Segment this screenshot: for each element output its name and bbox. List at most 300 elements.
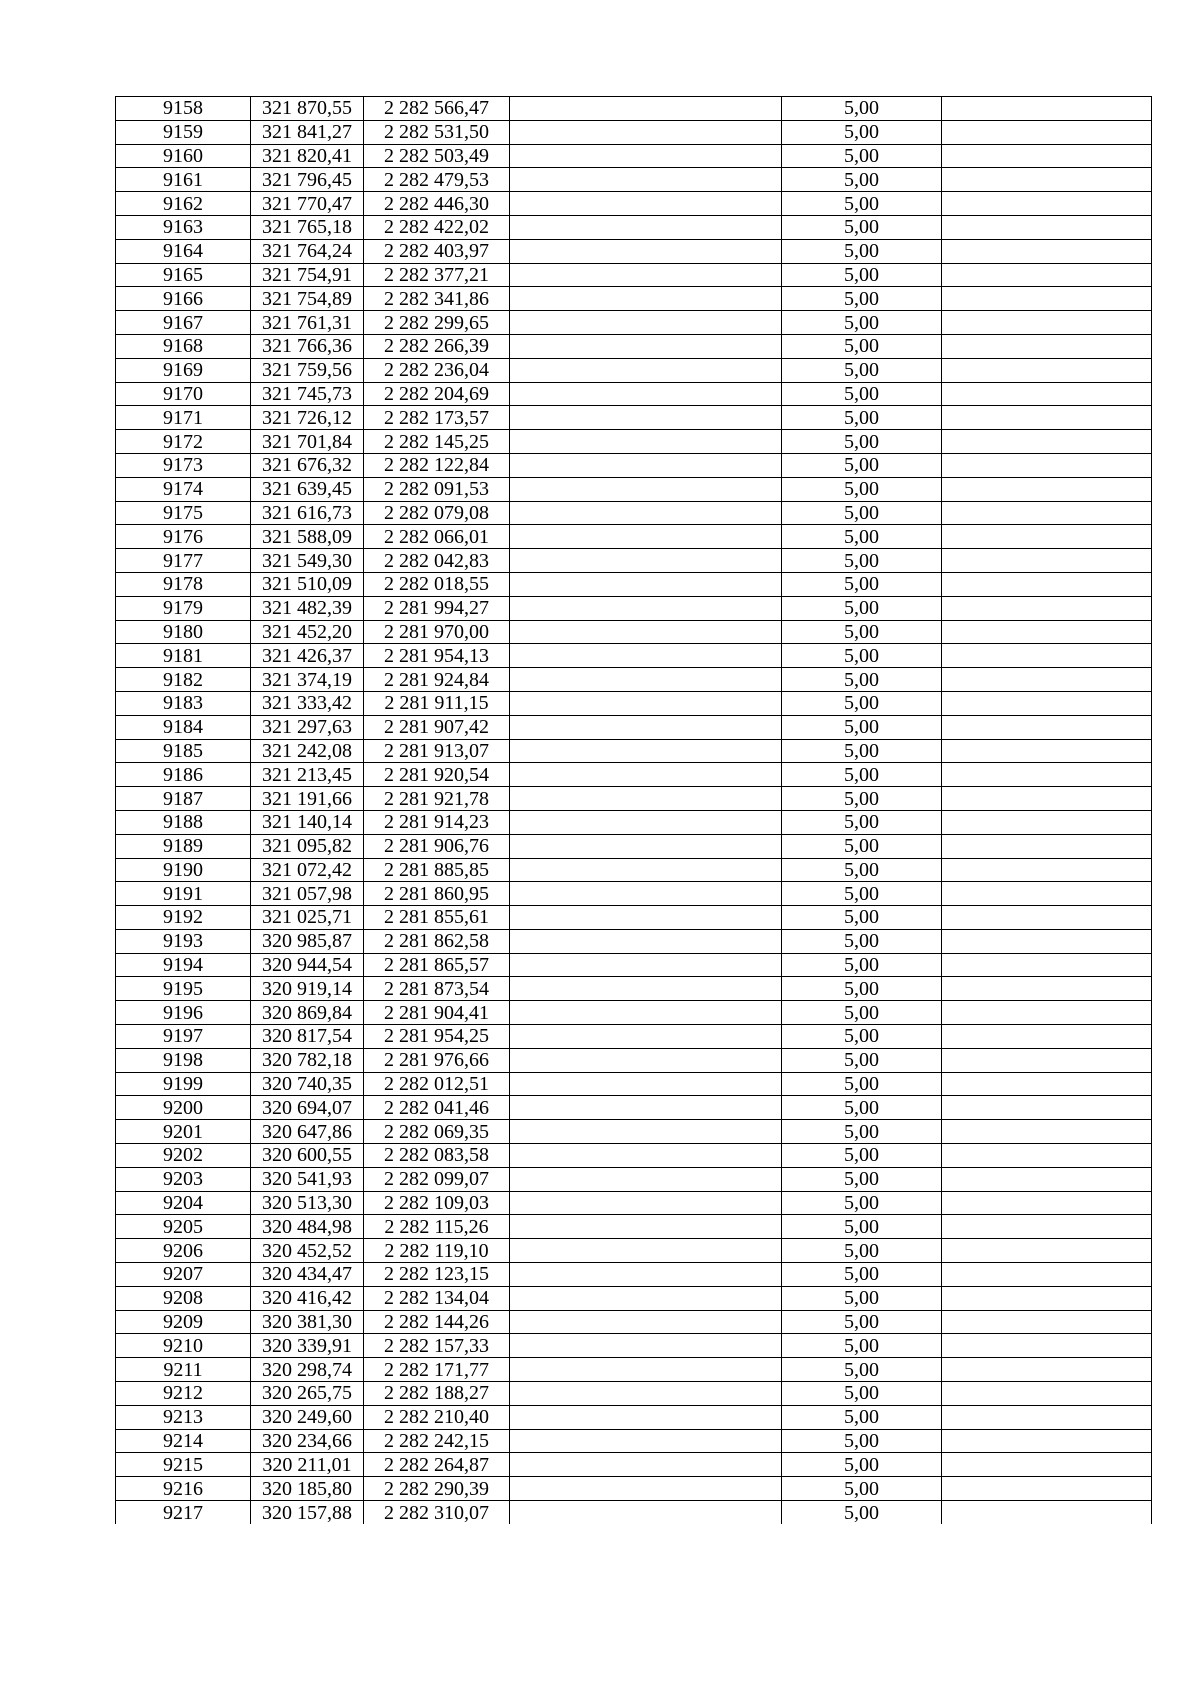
empty-cell (510, 929, 782, 953)
empty-cell (942, 501, 1152, 525)
y-coordinate-cell: 2 282 134,04 (364, 1286, 510, 1310)
empty-cell (942, 144, 1152, 168)
table-row (116, 1429, 1152, 1453)
y-coordinate-cell: 2 282 041,46 (364, 1096, 510, 1120)
table-row (116, 1144, 1152, 1168)
x-coordinate-cell: 320 185,80 (251, 1477, 364, 1501)
table-row (116, 739, 1152, 763)
point-number-cell: 9200 (116, 1096, 251, 1120)
x-coordinate-cell: 321 726,12 (251, 406, 364, 430)
point-number-cell: 9161 (116, 168, 251, 192)
x-coordinate-cell: 320 434,47 (251, 1263, 364, 1287)
empty-cell (942, 168, 1152, 192)
x-coordinate-cell: 321 242,08 (251, 739, 364, 763)
value-cell: 5,00 (782, 1263, 942, 1287)
point-number-cell: 9204 (116, 1191, 251, 1215)
empty-cell (942, 691, 1152, 715)
empty-cell (942, 715, 1152, 739)
empty-cell (510, 1453, 782, 1477)
empty-cell (942, 1120, 1152, 1144)
y-coordinate-cell: 2 282 503,49 (364, 144, 510, 168)
x-coordinate-cell: 320 740,35 (251, 1072, 364, 1096)
y-coordinate-cell: 2 282 079,08 (364, 501, 510, 525)
point-number-cell: 9201 (116, 1120, 251, 1144)
x-coordinate-cell: 320 416,42 (251, 1286, 364, 1310)
y-coordinate-cell: 2 281 873,54 (364, 977, 510, 1001)
x-coordinate-cell: 321 796,45 (251, 168, 364, 192)
empty-cell (510, 1191, 782, 1215)
point-number-cell: 9189 (116, 834, 251, 858)
y-coordinate-cell: 2 282 422,02 (364, 215, 510, 239)
y-coordinate-cell: 2 282 171,77 (364, 1358, 510, 1382)
empty-cell (942, 406, 1152, 430)
y-coordinate-cell: 2 282 242,15 (364, 1429, 510, 1453)
x-coordinate-cell: 320 694,07 (251, 1096, 364, 1120)
empty-cell (510, 715, 782, 739)
point-number-cell: 9181 (116, 644, 251, 668)
x-coordinate-cell: 321 766,36 (251, 334, 364, 358)
y-coordinate-cell: 2 282 236,04 (364, 358, 510, 382)
empty-cell (510, 572, 782, 596)
y-coordinate-cell: 2 281 994,27 (364, 596, 510, 620)
empty-cell (942, 525, 1152, 549)
empty-cell (510, 239, 782, 263)
y-coordinate-cell: 2 281 855,61 (364, 906, 510, 930)
empty-cell (510, 287, 782, 311)
y-coordinate-cell: 2 282 066,01 (364, 525, 510, 549)
table-row (116, 691, 1152, 715)
empty-cell (510, 1405, 782, 1429)
y-coordinate-cell: 2 282 091,53 (364, 477, 510, 501)
value-cell: 5,00 (782, 882, 942, 906)
empty-cell (510, 1334, 782, 1358)
empty-cell (510, 382, 782, 406)
y-coordinate-cell: 2 282 119,10 (364, 1239, 510, 1263)
x-coordinate-cell: 320 298,74 (251, 1358, 364, 1382)
value-cell: 5,00 (782, 453, 942, 477)
y-coordinate-cell: 2 282 012,51 (364, 1072, 510, 1096)
point-number-cell: 9196 (116, 1001, 251, 1025)
y-coordinate-cell: 2 282 018,55 (364, 572, 510, 596)
empty-cell (942, 1072, 1152, 1096)
y-coordinate-cell: 2 282 109,03 (364, 1191, 510, 1215)
x-coordinate-cell: 321 616,73 (251, 501, 364, 525)
empty-cell (942, 1405, 1152, 1429)
value-cell: 5,00 (782, 1072, 942, 1096)
table-body (116, 97, 1152, 1525)
table-row (116, 430, 1152, 454)
x-coordinate-cell: 321 095,82 (251, 834, 364, 858)
x-coordinate-cell: 321 191,66 (251, 787, 364, 811)
x-coordinate-cell: 320 919,14 (251, 977, 364, 1001)
x-coordinate-cell: 321 764,24 (251, 239, 364, 263)
empty-cell (510, 1120, 782, 1144)
table-row (116, 358, 1152, 382)
value-cell: 5,00 (782, 1286, 942, 1310)
x-coordinate-cell: 321 213,45 (251, 763, 364, 787)
table-row (116, 311, 1152, 335)
value-cell: 5,00 (782, 715, 942, 739)
empty-cell (942, 858, 1152, 882)
value-cell: 5,00 (782, 215, 942, 239)
table-row (116, 477, 1152, 501)
table-row (116, 1310, 1152, 1334)
point-number-cell: 9176 (116, 525, 251, 549)
value-cell: 5,00 (782, 406, 942, 430)
empty-cell (942, 263, 1152, 287)
value-cell: 5,00 (782, 1453, 942, 1477)
x-coordinate-cell: 320 484,98 (251, 1215, 364, 1239)
value-cell: 5,00 (782, 834, 942, 858)
empty-cell (510, 668, 782, 692)
empty-cell (942, 644, 1152, 668)
y-coordinate-cell: 2 282 310,07 (364, 1501, 510, 1525)
empty-cell (510, 1144, 782, 1168)
value-cell: 5,00 (782, 1215, 942, 1239)
empty-cell (510, 549, 782, 573)
empty-cell (510, 810, 782, 834)
x-coordinate-cell: 320 600,55 (251, 1144, 364, 1168)
x-coordinate-cell: 320 249,60 (251, 1405, 364, 1429)
point-number-cell: 9160 (116, 144, 251, 168)
point-number-cell: 9216 (116, 1477, 251, 1501)
table-row (116, 834, 1152, 858)
x-coordinate-cell: 321 754,89 (251, 287, 364, 311)
x-coordinate-cell: 320 157,88 (251, 1501, 364, 1525)
table-row (116, 1096, 1152, 1120)
x-coordinate-cell: 320 513,30 (251, 1191, 364, 1215)
x-coordinate-cell: 321 452,20 (251, 620, 364, 644)
x-coordinate-cell: 320 234,66 (251, 1429, 364, 1453)
empty-cell (942, 572, 1152, 596)
y-coordinate-cell: 2 282 122,84 (364, 453, 510, 477)
point-number-cell: 9211 (116, 1358, 251, 1382)
empty-cell (942, 334, 1152, 358)
empty-cell (942, 1191, 1152, 1215)
point-number-cell: 9165 (116, 263, 251, 287)
point-number-cell: 9178 (116, 572, 251, 596)
point-number-cell: 9163 (116, 215, 251, 239)
empty-cell (510, 1167, 782, 1191)
table-row (116, 144, 1152, 168)
empty-cell (942, 953, 1152, 977)
value-cell: 5,00 (782, 311, 942, 335)
y-coordinate-cell: 2 281 920,54 (364, 763, 510, 787)
table-row (116, 1191, 1152, 1215)
empty-cell (942, 882, 1152, 906)
empty-cell (942, 1096, 1152, 1120)
x-coordinate-cell: 321 761,31 (251, 311, 364, 335)
value-cell: 5,00 (782, 977, 942, 1001)
empty-cell (942, 287, 1152, 311)
y-coordinate-cell: 2 282 531,50 (364, 120, 510, 144)
point-number-cell: 9203 (116, 1167, 251, 1191)
point-number-cell: 9162 (116, 192, 251, 216)
y-coordinate-cell: 2 282 341,86 (364, 287, 510, 311)
x-coordinate-cell: 321 765,18 (251, 215, 364, 239)
empty-cell (510, 1263, 782, 1287)
empty-cell (510, 858, 782, 882)
table-row (116, 906, 1152, 930)
table-row (116, 1263, 1152, 1287)
table-row (116, 858, 1152, 882)
value-cell: 5,00 (782, 430, 942, 454)
empty-cell (942, 1048, 1152, 1072)
point-number-cell: 9174 (116, 477, 251, 501)
x-coordinate-cell: 321 072,42 (251, 858, 364, 882)
x-coordinate-cell: 320 817,54 (251, 1025, 364, 1049)
table-row (116, 453, 1152, 477)
x-coordinate-cell: 321 510,09 (251, 572, 364, 596)
value-cell: 5,00 (782, 168, 942, 192)
point-number-cell: 9167 (116, 311, 251, 335)
table-row (116, 287, 1152, 311)
table-row (116, 953, 1152, 977)
empty-cell (942, 620, 1152, 644)
point-number-cell: 9217 (116, 1501, 251, 1525)
table-row (116, 596, 1152, 620)
empty-cell (942, 1001, 1152, 1025)
point-number-cell: 9212 (116, 1382, 251, 1406)
empty-cell (510, 1001, 782, 1025)
table-row (116, 97, 1152, 121)
value-cell: 5,00 (782, 1048, 942, 1072)
x-coordinate-cell: 320 339,91 (251, 1334, 364, 1358)
point-number-cell: 9191 (116, 882, 251, 906)
empty-cell (942, 1501, 1152, 1525)
x-coordinate-cell: 321 754,91 (251, 263, 364, 287)
x-coordinate-cell: 321 025,71 (251, 906, 364, 930)
y-coordinate-cell: 2 281 860,95 (364, 882, 510, 906)
empty-cell (510, 1477, 782, 1501)
empty-cell (510, 215, 782, 239)
table-row (116, 1334, 1152, 1358)
table-row (116, 406, 1152, 430)
empty-cell (510, 120, 782, 144)
value-cell: 5,00 (782, 691, 942, 715)
value-cell: 5,00 (782, 572, 942, 596)
value-cell: 5,00 (782, 144, 942, 168)
table-row (116, 620, 1152, 644)
value-cell: 5,00 (782, 192, 942, 216)
table-row (116, 1072, 1152, 1096)
empty-cell (510, 691, 782, 715)
table-row (116, 215, 1152, 239)
table-row (116, 501, 1152, 525)
x-coordinate-cell: 321 820,41 (251, 144, 364, 168)
point-number-cell: 9173 (116, 453, 251, 477)
point-number-cell: 9182 (116, 668, 251, 692)
empty-cell (942, 668, 1152, 692)
empty-cell (510, 1501, 782, 1525)
empty-cell (510, 953, 782, 977)
table-row (116, 192, 1152, 216)
point-number-cell: 9175 (116, 501, 251, 525)
y-coordinate-cell: 2 282 403,97 (364, 239, 510, 263)
empty-cell (942, 192, 1152, 216)
value-cell: 5,00 (782, 120, 942, 144)
empty-cell (942, 1144, 1152, 1168)
value-cell: 5,00 (782, 1001, 942, 1025)
point-number-cell: 9215 (116, 1453, 251, 1477)
point-number-cell: 9184 (116, 715, 251, 739)
point-number-cell: 9214 (116, 1429, 251, 1453)
empty-cell (942, 929, 1152, 953)
value-cell: 5,00 (782, 1477, 942, 1501)
point-number-cell: 9180 (116, 620, 251, 644)
value-cell: 5,00 (782, 382, 942, 406)
point-number-cell: 9207 (116, 1263, 251, 1287)
empty-cell (942, 596, 1152, 620)
point-number-cell: 9168 (116, 334, 251, 358)
y-coordinate-cell: 2 281 885,85 (364, 858, 510, 882)
value-cell: 5,00 (782, 1334, 942, 1358)
value-cell: 5,00 (782, 1144, 942, 1168)
empty-cell (942, 430, 1152, 454)
table-row (116, 120, 1152, 144)
value-cell: 5,00 (782, 596, 942, 620)
y-coordinate-cell: 2 282 299,65 (364, 311, 510, 335)
y-coordinate-cell: 2 282 144,26 (364, 1310, 510, 1334)
empty-cell (942, 239, 1152, 263)
value-cell: 5,00 (782, 1405, 942, 1429)
value-cell: 5,00 (782, 477, 942, 501)
table-row (116, 525, 1152, 549)
y-coordinate-cell: 2 282 290,39 (364, 1477, 510, 1501)
empty-cell (942, 906, 1152, 930)
empty-cell (510, 501, 782, 525)
point-number-cell: 9170 (116, 382, 251, 406)
point-number-cell: 9199 (116, 1072, 251, 1096)
x-coordinate-cell: 320 869,84 (251, 1001, 364, 1025)
y-coordinate-cell: 2 282 479,53 (364, 168, 510, 192)
x-coordinate-cell: 320 782,18 (251, 1048, 364, 1072)
table-row (116, 1239, 1152, 1263)
value-cell: 5,00 (782, 239, 942, 263)
empty-cell (510, 834, 782, 858)
empty-cell (942, 1167, 1152, 1191)
x-coordinate-cell: 320 647,86 (251, 1120, 364, 1144)
y-coordinate-cell: 2 281 921,78 (364, 787, 510, 811)
x-coordinate-cell: 321 676,32 (251, 453, 364, 477)
x-coordinate-cell: 321 770,47 (251, 192, 364, 216)
table-row (116, 1358, 1152, 1382)
value-cell: 5,00 (782, 1382, 942, 1406)
value-cell: 5,00 (782, 1025, 942, 1049)
y-coordinate-cell: 2 282 204,69 (364, 382, 510, 406)
point-number-cell: 9158 (116, 97, 251, 121)
empty-cell (942, 1215, 1152, 1239)
x-coordinate-cell: 321 140,14 (251, 810, 364, 834)
value-cell: 5,00 (782, 1429, 942, 1453)
value-cell: 5,00 (782, 1191, 942, 1215)
value-cell: 5,00 (782, 953, 942, 977)
empty-cell (510, 1072, 782, 1096)
empty-cell (942, 1429, 1152, 1453)
empty-cell (510, 477, 782, 501)
empty-cell (942, 1334, 1152, 1358)
empty-cell (510, 525, 782, 549)
y-coordinate-cell: 2 281 911,15 (364, 691, 510, 715)
table-row (116, 1453, 1152, 1477)
value-cell: 5,00 (782, 263, 942, 287)
y-coordinate-cell: 2 282 264,87 (364, 1453, 510, 1477)
empty-cell (942, 120, 1152, 144)
table-row (116, 1048, 1152, 1072)
empty-cell (942, 477, 1152, 501)
y-coordinate-cell: 2 281 914,23 (364, 810, 510, 834)
empty-cell (942, 311, 1152, 335)
table-row (116, 1167, 1152, 1191)
point-number-cell: 9169 (116, 358, 251, 382)
empty-cell (510, 1215, 782, 1239)
point-number-cell: 9172 (116, 430, 251, 454)
empty-cell (510, 1286, 782, 1310)
table-row (116, 787, 1152, 811)
table-row (116, 1120, 1152, 1144)
y-coordinate-cell: 2 282 173,57 (364, 406, 510, 430)
point-number-cell: 9195 (116, 977, 251, 1001)
empty-cell (510, 1025, 782, 1049)
table-row (116, 1405, 1152, 1429)
empty-cell (510, 1048, 782, 1072)
value-cell: 5,00 (782, 739, 942, 763)
empty-cell (510, 882, 782, 906)
empty-cell (510, 406, 782, 430)
y-coordinate-cell: 2 282 157,33 (364, 1334, 510, 1358)
empty-cell (510, 97, 782, 121)
x-coordinate-cell: 320 211,01 (251, 1453, 364, 1477)
point-number-cell: 9177 (116, 549, 251, 573)
value-cell: 5,00 (782, 97, 942, 121)
empty-cell (942, 810, 1152, 834)
y-coordinate-cell: 2 282 042,83 (364, 549, 510, 573)
x-coordinate-cell: 321 057,98 (251, 882, 364, 906)
empty-cell (510, 787, 782, 811)
table-row (116, 810, 1152, 834)
value-cell: 5,00 (782, 1501, 942, 1525)
empty-cell (942, 834, 1152, 858)
y-coordinate-cell: 2 281 954,25 (364, 1025, 510, 1049)
empty-cell (510, 334, 782, 358)
empty-cell (942, 977, 1152, 1001)
point-number-cell: 9183 (116, 691, 251, 715)
y-coordinate-cell: 2 282 115,26 (364, 1215, 510, 1239)
empty-cell (510, 1429, 782, 1453)
point-number-cell: 9194 (116, 953, 251, 977)
y-coordinate-cell: 2 282 188,27 (364, 1382, 510, 1406)
point-number-cell: 9171 (116, 406, 251, 430)
value-cell: 5,00 (782, 358, 942, 382)
table-row (116, 715, 1152, 739)
table-row (116, 382, 1152, 406)
point-number-cell: 9193 (116, 929, 251, 953)
table-row (116, 549, 1152, 573)
x-coordinate-cell: 320 381,30 (251, 1310, 364, 1334)
empty-cell (510, 192, 782, 216)
point-number-cell: 9198 (116, 1048, 251, 1072)
table-row (116, 763, 1152, 787)
point-number-cell: 9187 (116, 787, 251, 811)
y-coordinate-cell: 2 282 083,58 (364, 1144, 510, 1168)
point-number-cell: 9159 (116, 120, 251, 144)
y-coordinate-cell: 2 281 954,13 (364, 644, 510, 668)
y-coordinate-cell: 2 282 145,25 (364, 430, 510, 454)
y-coordinate-cell: 2 282 210,40 (364, 1405, 510, 1429)
y-coordinate-cell: 2 282 377,21 (364, 263, 510, 287)
empty-cell (942, 763, 1152, 787)
empty-cell (942, 549, 1152, 573)
